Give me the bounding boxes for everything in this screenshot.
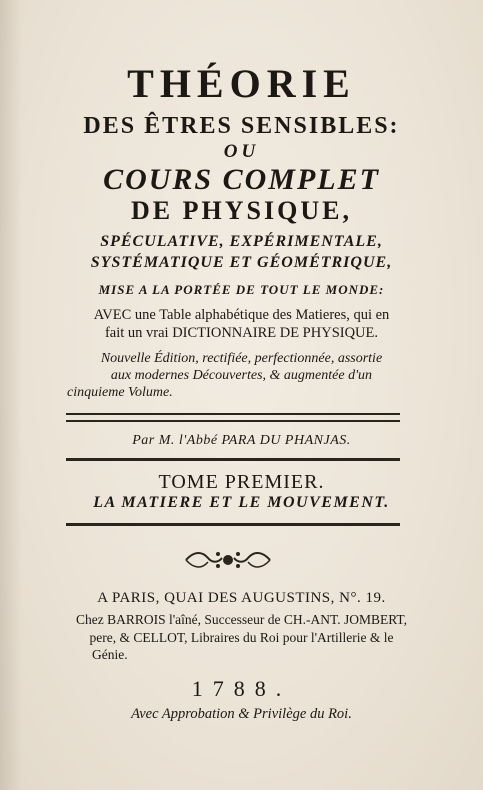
- author-line: Par M. l'Abbé PARA DU PHANJAS.: [132, 433, 351, 448]
- title-qualifier-1: SPÉCULATIVE, EXPÉRIMENTALE,: [100, 233, 383, 250]
- table-note-line-1: AVEC une Table alphabétique des Matieres, qui en: [93, 307, 390, 323]
- title-qualifier-2: SYSTÉMATIQUE ET GÉOMÉTRIQUE,: [90, 254, 393, 271]
- imprint-publisher-1: Chez BARROIS l'aîné, Successeur de CH.-ANT. JOMBERT,: [75, 612, 408, 627]
- edition-line-3: cinquieme Volume.: [67, 385, 173, 400]
- title-physics: DE PHYSIQUE,: [131, 196, 352, 225]
- publication-year: 1788.: [191, 676, 292, 701]
- imprint-place: A PARIS, QUAI DES AUGUSTINS, N°. 19.: [97, 590, 386, 606]
- table-note-line-2: fait un vrai DICTIONNAIRE DE PHYSIQUE.: [104, 325, 379, 341]
- volume-subject: LA MATIERE ET LE MOUVEMENT.: [93, 494, 390, 511]
- privilege-line: Avec Approbation & Privilège du Roi.: [131, 706, 352, 722]
- thick-rule-1: [66, 458, 400, 461]
- edition-line-2: aux modernes Découvertes, & augmentée d'un: [110, 368, 373, 383]
- title-audience: MISE A LA PORTÉE DE TOUT LE MONDE:: [98, 282, 385, 297]
- title-subline: DES ÊTRES SENSIBLES:: [83, 113, 400, 139]
- volume-tome: TOME PREMIER.: [158, 471, 325, 493]
- edition-line-1: Nouvelle Édition, rectifiée, perfectionnée, assortie: [100, 351, 383, 366]
- imprint-publisher-2: pere, & CELLOT, Libraires du Roi pour l'Artillerie & le: [89, 630, 394, 645]
- imprint-publisher-3: Génie.: [92, 647, 128, 662]
- title-word: THÉORIE: [127, 61, 356, 106]
- title-course: COURS COMPLET: [103, 163, 380, 196]
- double-rule-top: [66, 413, 400, 422]
- title-or: OU: [223, 141, 260, 162]
- fleuron-ornament: [184, 549, 272, 571]
- thick-rule-2: [66, 523, 400, 526]
